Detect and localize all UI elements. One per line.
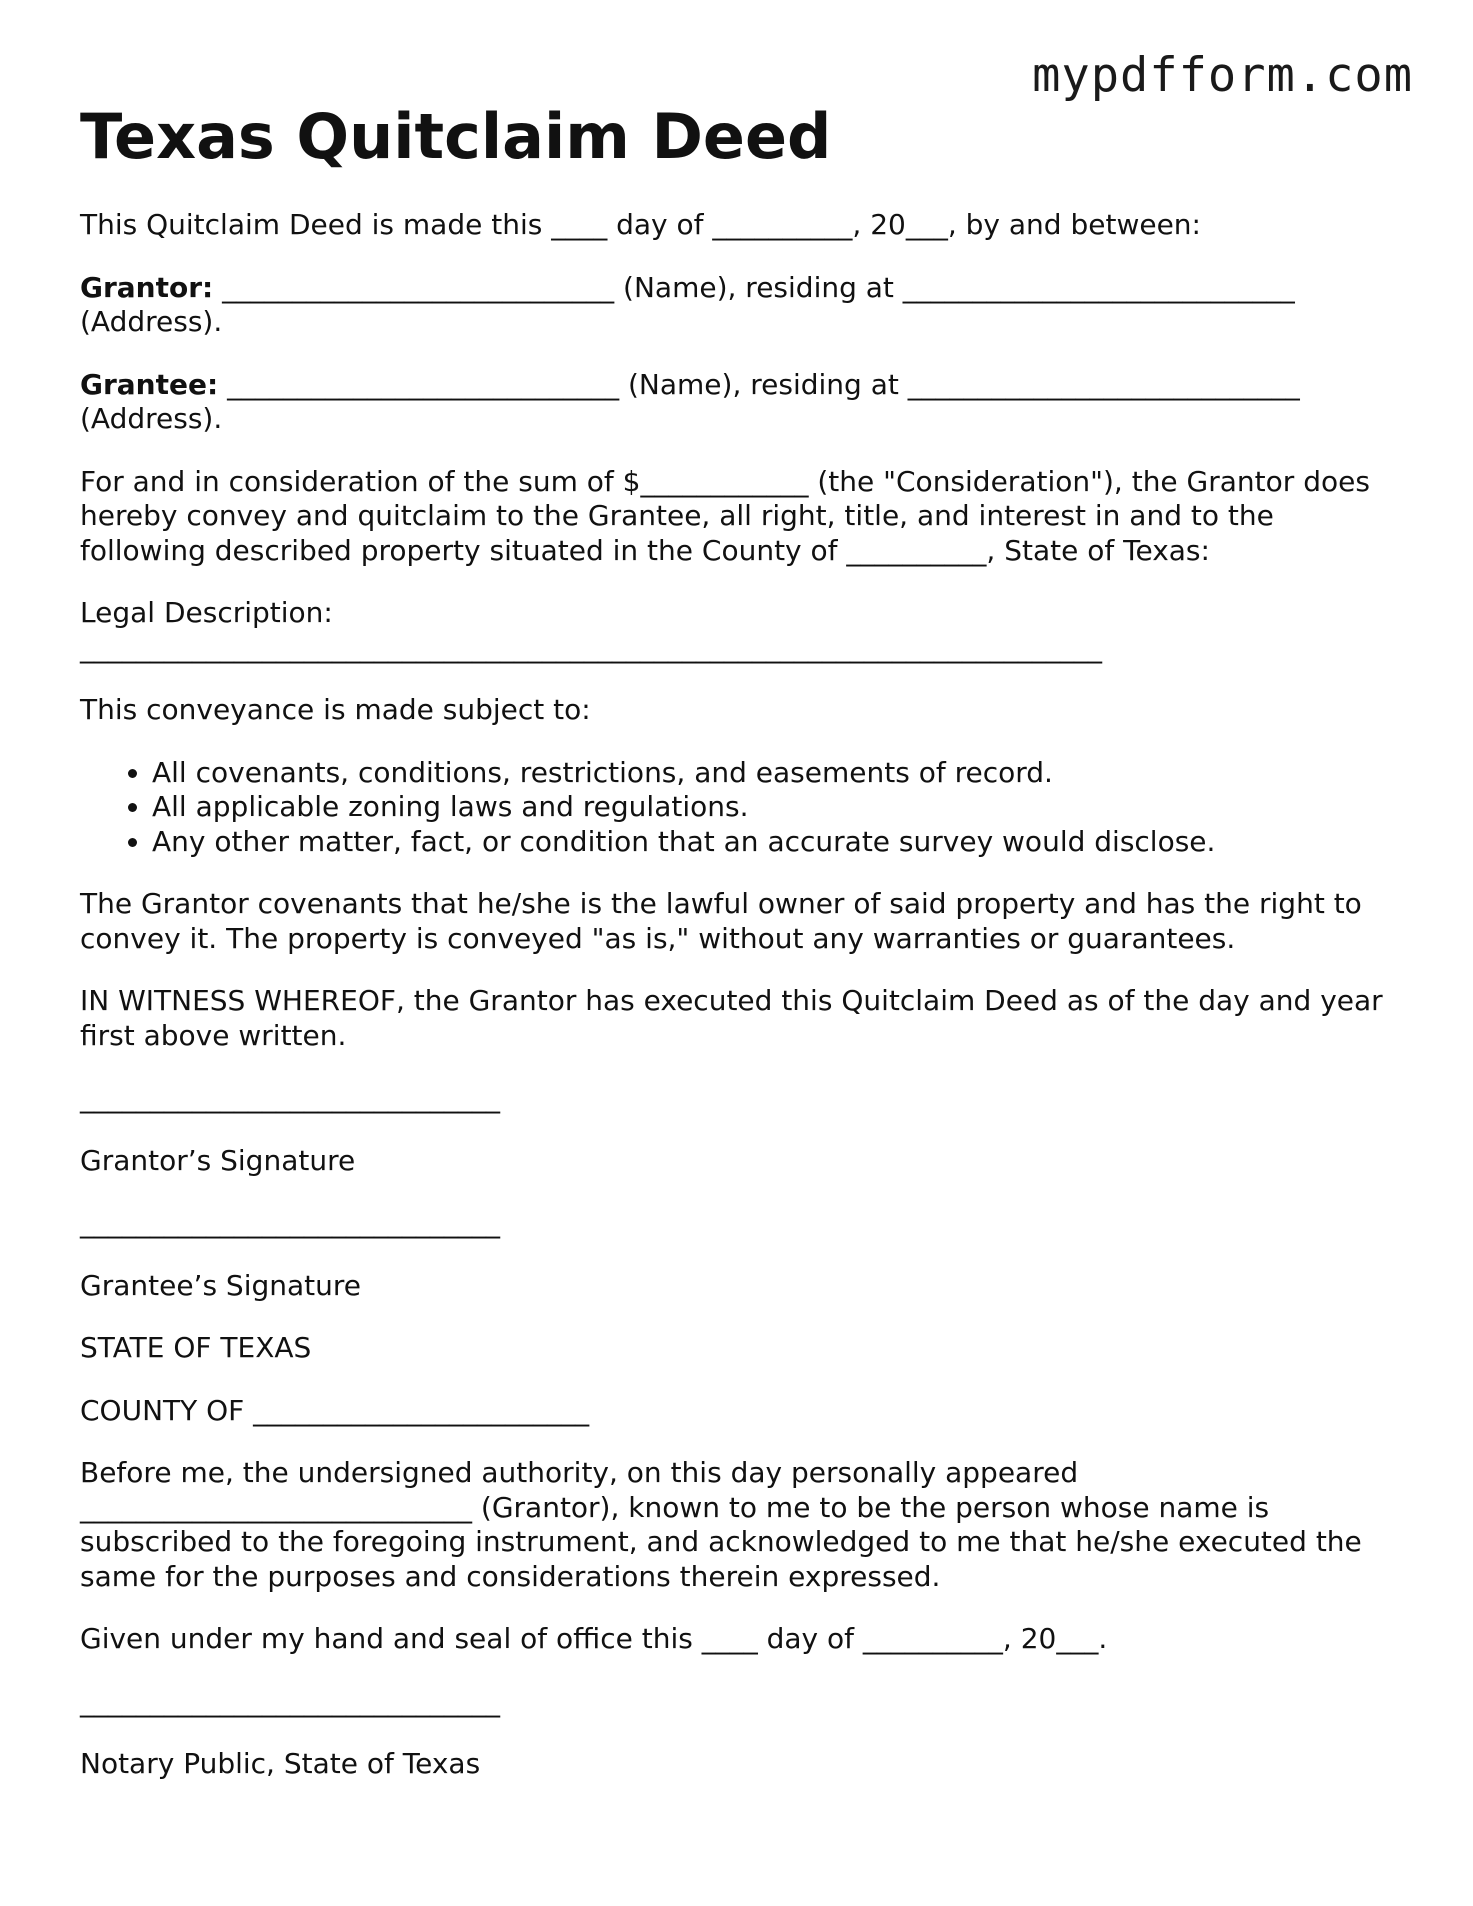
- grantor-signature-line: ______________________________: [80, 1081, 500, 1114]
- list-item: • Any other matter, fact, or condition that an accurate survey would disclose.: [152, 825, 1400, 860]
- grantee-paragraph: [80, 368, 1400, 437]
- consideration-paragraph: For and in consideration of the sum of $____________ (the "Consideration"), the Grantor does hereby convey and quitclaim to the Grantee, all right, title, and interest in and to the following described property situated in the County of __________, State of Texas:: [80, 464, 1370, 567]
- grantee-signature-label: Grantee’s Signature: [80, 1268, 362, 1302]
- grantor-signature-label: Grantor’s Signature: [80, 1143, 356, 1177]
- notary-signature-label: Notary Public, State of Texas: [80, 1747, 481, 1780]
- intro-paragraph: This Quitclaim Deed is made this ____ day of __________, 20___, by and between:: [80, 208, 1201, 241]
- list-item: • All applicable zoning laws and regulations.: [152, 790, 1400, 825]
- notary-given: Given under my hand and seal of office this ____ day of __________, 20___.: [80, 1622, 1108, 1655]
- grantor-fields: ____________________________ (Name), residing at ____________________________ (Address).: [80, 270, 1295, 338]
- notary-acknowledgment: Before me, the undersigned authority, on this day personally appeared ____________________________ (Grantor), known to me to be the person whose name is subscribed to the foregoing instrument, and acknowledged to me that he/she executed the same for the purposes and considerations therein expressed.: [80, 1456, 1362, 1593]
- witness-paragraph: IN WITNESS WHEREOF, the Grantor has executed this Quitclaim Deed as of the day and year first above written.: [80, 984, 1383, 1052]
- grantee-fields: ____________________________ (Name), residing at ____________________________ (Address).: [80, 367, 1300, 435]
- grantee-signature-line: ______________________________: [80, 1206, 500, 1239]
- page-title: Texas Quitclaim Deed: [80, 100, 832, 173]
- grantor-paragraph: [80, 271, 1400, 340]
- notary-signature-line: ______________________________: [80, 1684, 500, 1718]
- list-item: • All covenants, conditions, restrictions, and easements of record.: [152, 756, 1400, 791]
- grantor-label: Grantor:: [80, 270, 214, 304]
- notary-state: STATE OF TEXAS: [80, 1331, 312, 1364]
- watermark-text: mypdfform.com: [1032, 48, 1413, 103]
- deed-body: [80, 208, 1400, 1810]
- covenant-paragraph: The Grantor covenants that he/she is the lawful owner of said property and has the right to convey it. The property is conveyed "as is," without any warranties or guarantees.: [80, 887, 1362, 955]
- subject-to-list: [80, 756, 1400, 860]
- legal-description-line: _________________________________________________________________________: [80, 630, 1102, 664]
- grantee-label: Grantee:: [80, 367, 219, 401]
- subject-to-heading: This conveyance is made subject to:: [80, 693, 591, 726]
- notary-county: COUNTY OF ________________________: [80, 1393, 590, 1427]
- legal-description: [80, 596, 1400, 665]
- legal-description-label: Legal Description:: [80, 596, 333, 629]
